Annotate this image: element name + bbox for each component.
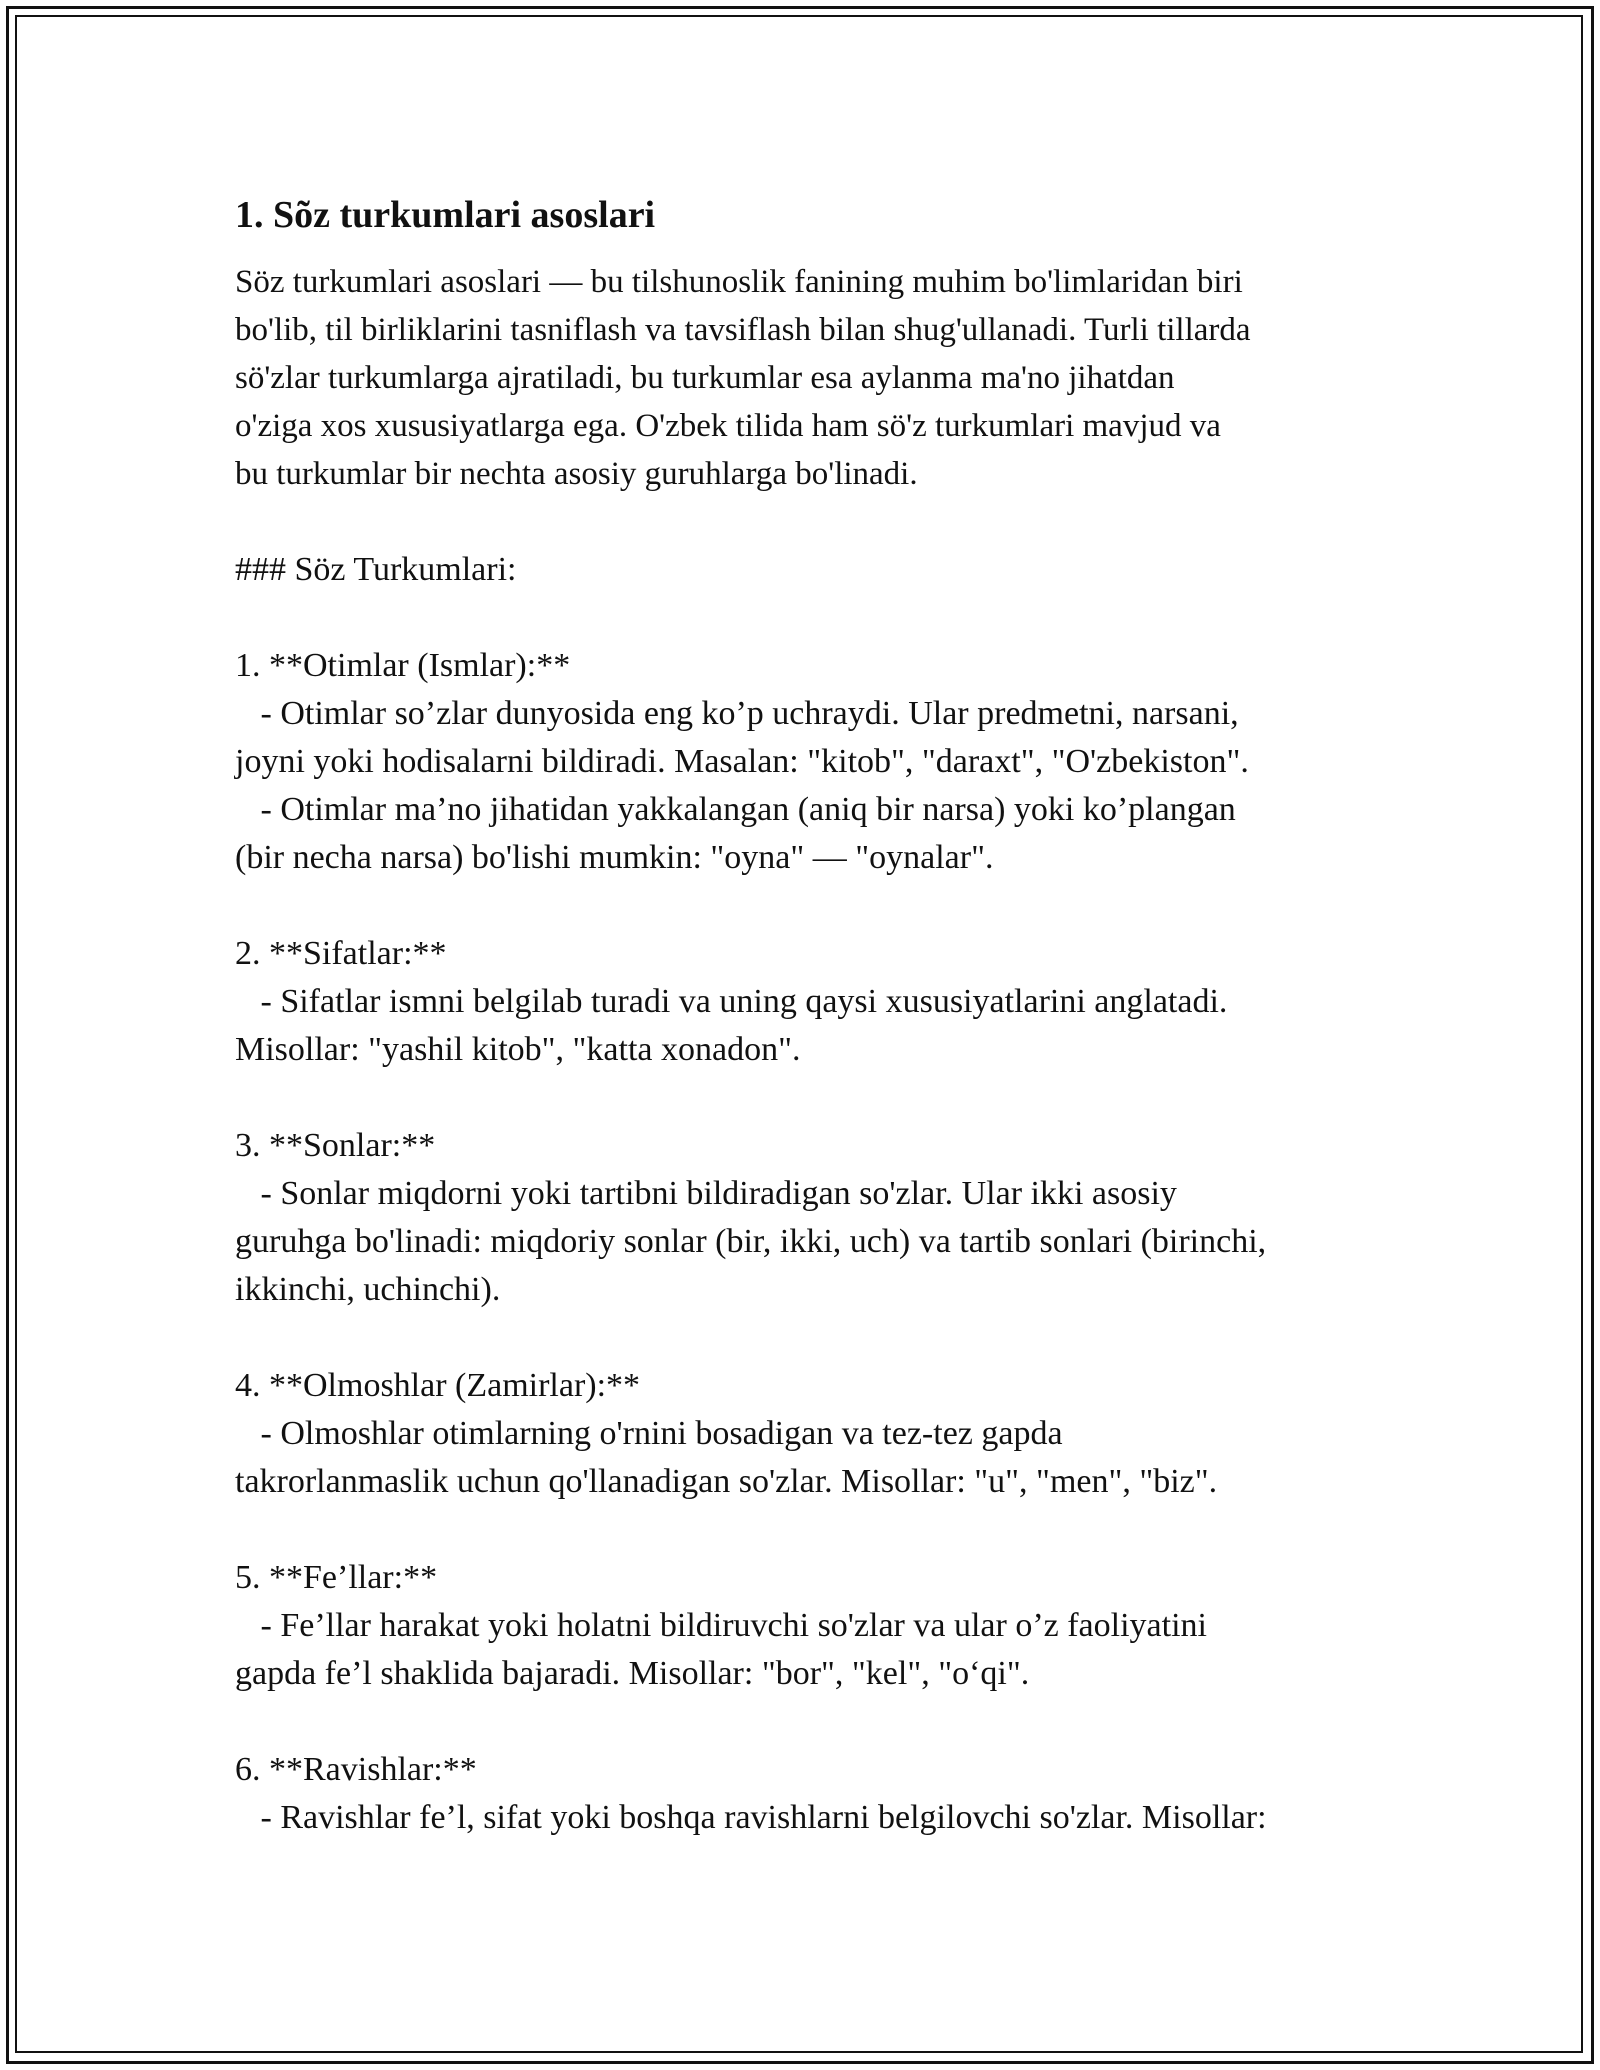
section-line: ikkinchi, uchinchi). (235, 1271, 501, 1308)
section-line: gapda fe’l shaklida bajaradi. Misollar: "bor", "kel", "o‘qi". (235, 1655, 1030, 1692)
section-line: - Sifatlar ismni belgilab turadi va uning qaysi xususiyatlarini anglatadi. (235, 983, 1228, 1020)
section-pronouns (235, 1362, 1375, 1506)
section-line: - Fe’llar harakat yoki holatni bildiruvchi so'zlar va ular o’z faoliyatini (235, 1607, 1207, 1644)
section-line: (bir necha narsa) bo'lishi mumkin: "oyna" — "oynalar". (235, 839, 994, 876)
section-line: - Otimlar so’zlar dunyosida eng ko’p uchraydi. Ular predmetni, narsani, (235, 695, 1239, 732)
section-verbs (235, 1554, 1375, 1698)
subheading (235, 546, 1375, 594)
section-line: - Ravishlar fe’l, sifat yoki boshqa ravishlarni belgilovchi so'zlar. Misollar: (235, 1799, 1267, 1836)
section-line: - Sonlar miqdorni yoki tartibni bildiradigan so'zlar. Ular ikki asosiy (235, 1175, 1177, 1212)
intro-line: bu turkumlar bir nechta asosiy guruhlarga bo'linadi. (235, 456, 918, 492)
section-adverbs (235, 1746, 1375, 1842)
subheading-text: ### Söz Turkumlari: (235, 551, 517, 588)
intro-line: o'ziga xos xususiyatlarga ega. O'zbek tilida ham sö'z turkumlari mavjud va (235, 408, 1221, 444)
section-line: takrorlanmaslik uchun qo'llanadigan so'zlar. Misollar: "u", "men", "biz". (235, 1463, 1218, 1500)
section-title: 3. **Sonlar:** (235, 1127, 436, 1164)
section-line: guruhga bo'linadi: miqdoriy sonlar (bir, ikki, uch) va tartib sonlari (birinchi, (235, 1223, 1267, 1260)
section-numerals (235, 1122, 1375, 1314)
section-title: 4. **Olmoshlar (Zamirlar):** (235, 1367, 641, 1404)
intro-paragraph (235, 258, 1375, 498)
section-line: Misollar: "yashil kitob", "katta xonadon". (235, 1031, 801, 1068)
intro-line: bo'lib, til birliklarini tasniflash va tavsiflash bilan shug'ullanadi. Turli tillarda (235, 312, 1251, 348)
section-nouns (235, 642, 1375, 882)
section-title: 1. **Otimlar (Ismlar):** (235, 647, 571, 684)
intro-line: sö'zlar turkumlarga ajratiladi, bu turkumlar esa aylanma ma'no jihatdan (235, 360, 1175, 396)
section-title: 2. **Sifatlar:** (235, 935, 447, 972)
section-line: joyni yoki hodisalarni bildiradi. Masalan: "kitob", "daraxt", "O'zbekiston". (235, 743, 1249, 780)
section-line: - Olmoshlar otimlarning o'rnini bosadigan va tez-tez gapda (235, 1415, 1063, 1452)
section-title: 5. **Fe’llar:** (235, 1559, 438, 1596)
section-adjectives (235, 930, 1375, 1074)
document-body (235, 190, 1375, 1890)
document-heading: 1. Sõz turkumlari asoslari (235, 194, 656, 236)
intro-line: Söz turkumlari asoslari — bu tilshunoslik fanining muhim bo'limlaridan biri (235, 264, 1243, 300)
section-title: 6. **Ravishlar:** (235, 1751, 477, 1788)
section-line: - Otimlar ma’no jihatidan yakkalangan (aniq bir narsa) yoki ko’plangan (235, 791, 1236, 828)
